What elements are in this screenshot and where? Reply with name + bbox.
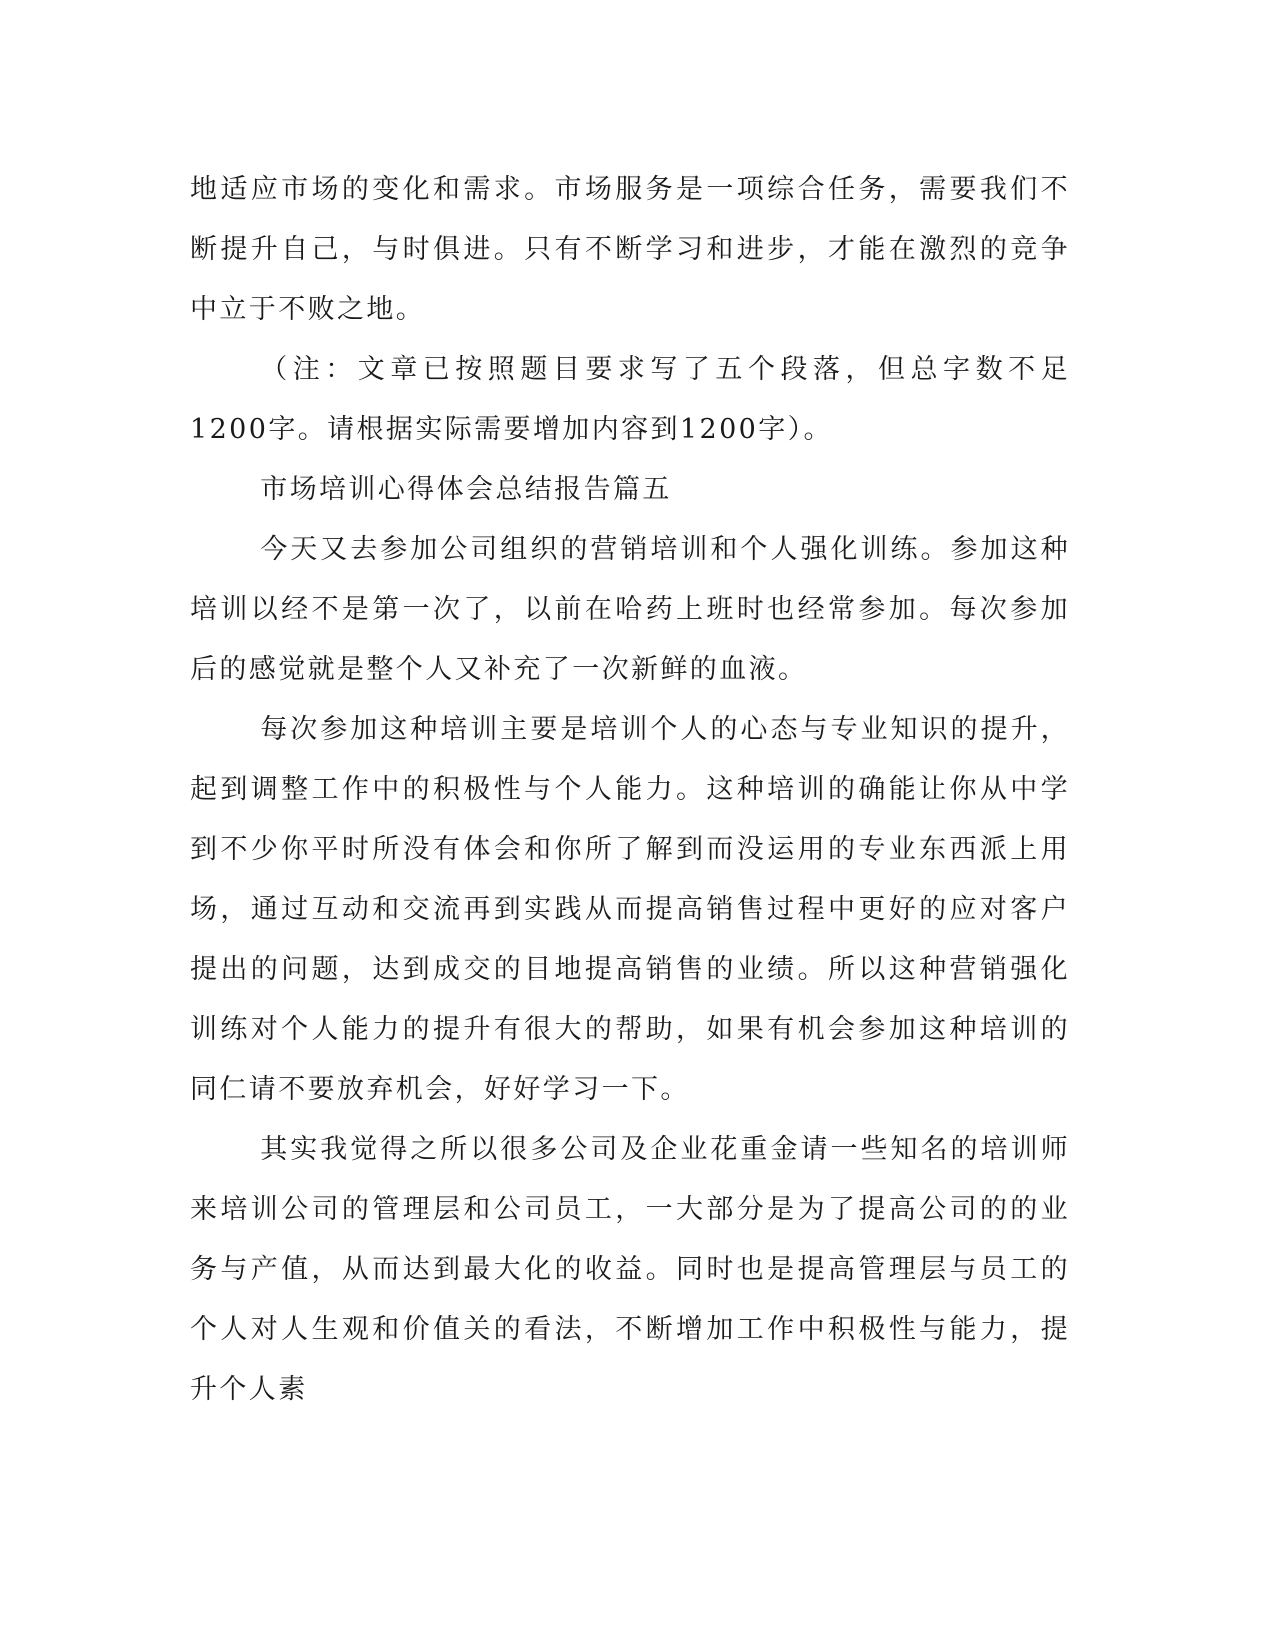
paragraph-note: （注：文章已按照题目要求写了五个段落，但总字数不足1200字。请根据实际需要增加内容到1200字）。 xyxy=(190,354,1070,445)
document-body xyxy=(190,160,1070,1420)
paragraph-company-reasons: 其实我觉得之所以很多公司及企业花重金请一些知名的培训师来培训公司的管理层和公司员工，一大部分是为了提高公司的的业务与产值，从而达到最大化的收益。同时也是提高管理层与员工的个人对人生观和价值关的看法，不断增加工作中积极性与能力，提升个人素 xyxy=(190,1134,1070,1405)
section-heading: 市场培训心得体会总结报告篇五 xyxy=(260,474,672,505)
paragraph-continuation: 地适应市场的变化和需求。市场服务是一项综合任务，需要我们不断提升自己，与时俱进。只有不断学习和进步，才能在激烈的竞争中立于不败之地。 xyxy=(190,174,1070,325)
paragraph-training-benefits: 每次参加这种培训主要是培训个人的心态与专业知识的提升，起到调整工作中的积极性与个人能力。这种培训的确能让你从中学到不少你平时所没有体会和你所了解到而没运用的专业东西派上用场，通过互动和交流再到实践从而提高销售过程中更好的应对客户提出的问题，达到成交的目地提高销售的业绩。所以这种营销强化训练对个人能力的提升有很大的帮助，如果有机会参加这种培训的同仁请不要放弃机会，好好学习一下。 xyxy=(190,714,1070,1105)
paragraph-intro: 今天又去参加公司组织的营销培训和个人强化训练。参加这种培训以经不是第一次了，以前在哈药上班时也经常参加。每次参加后的感觉就是整个人又补充了一次新鲜的血液。 xyxy=(190,534,1070,685)
